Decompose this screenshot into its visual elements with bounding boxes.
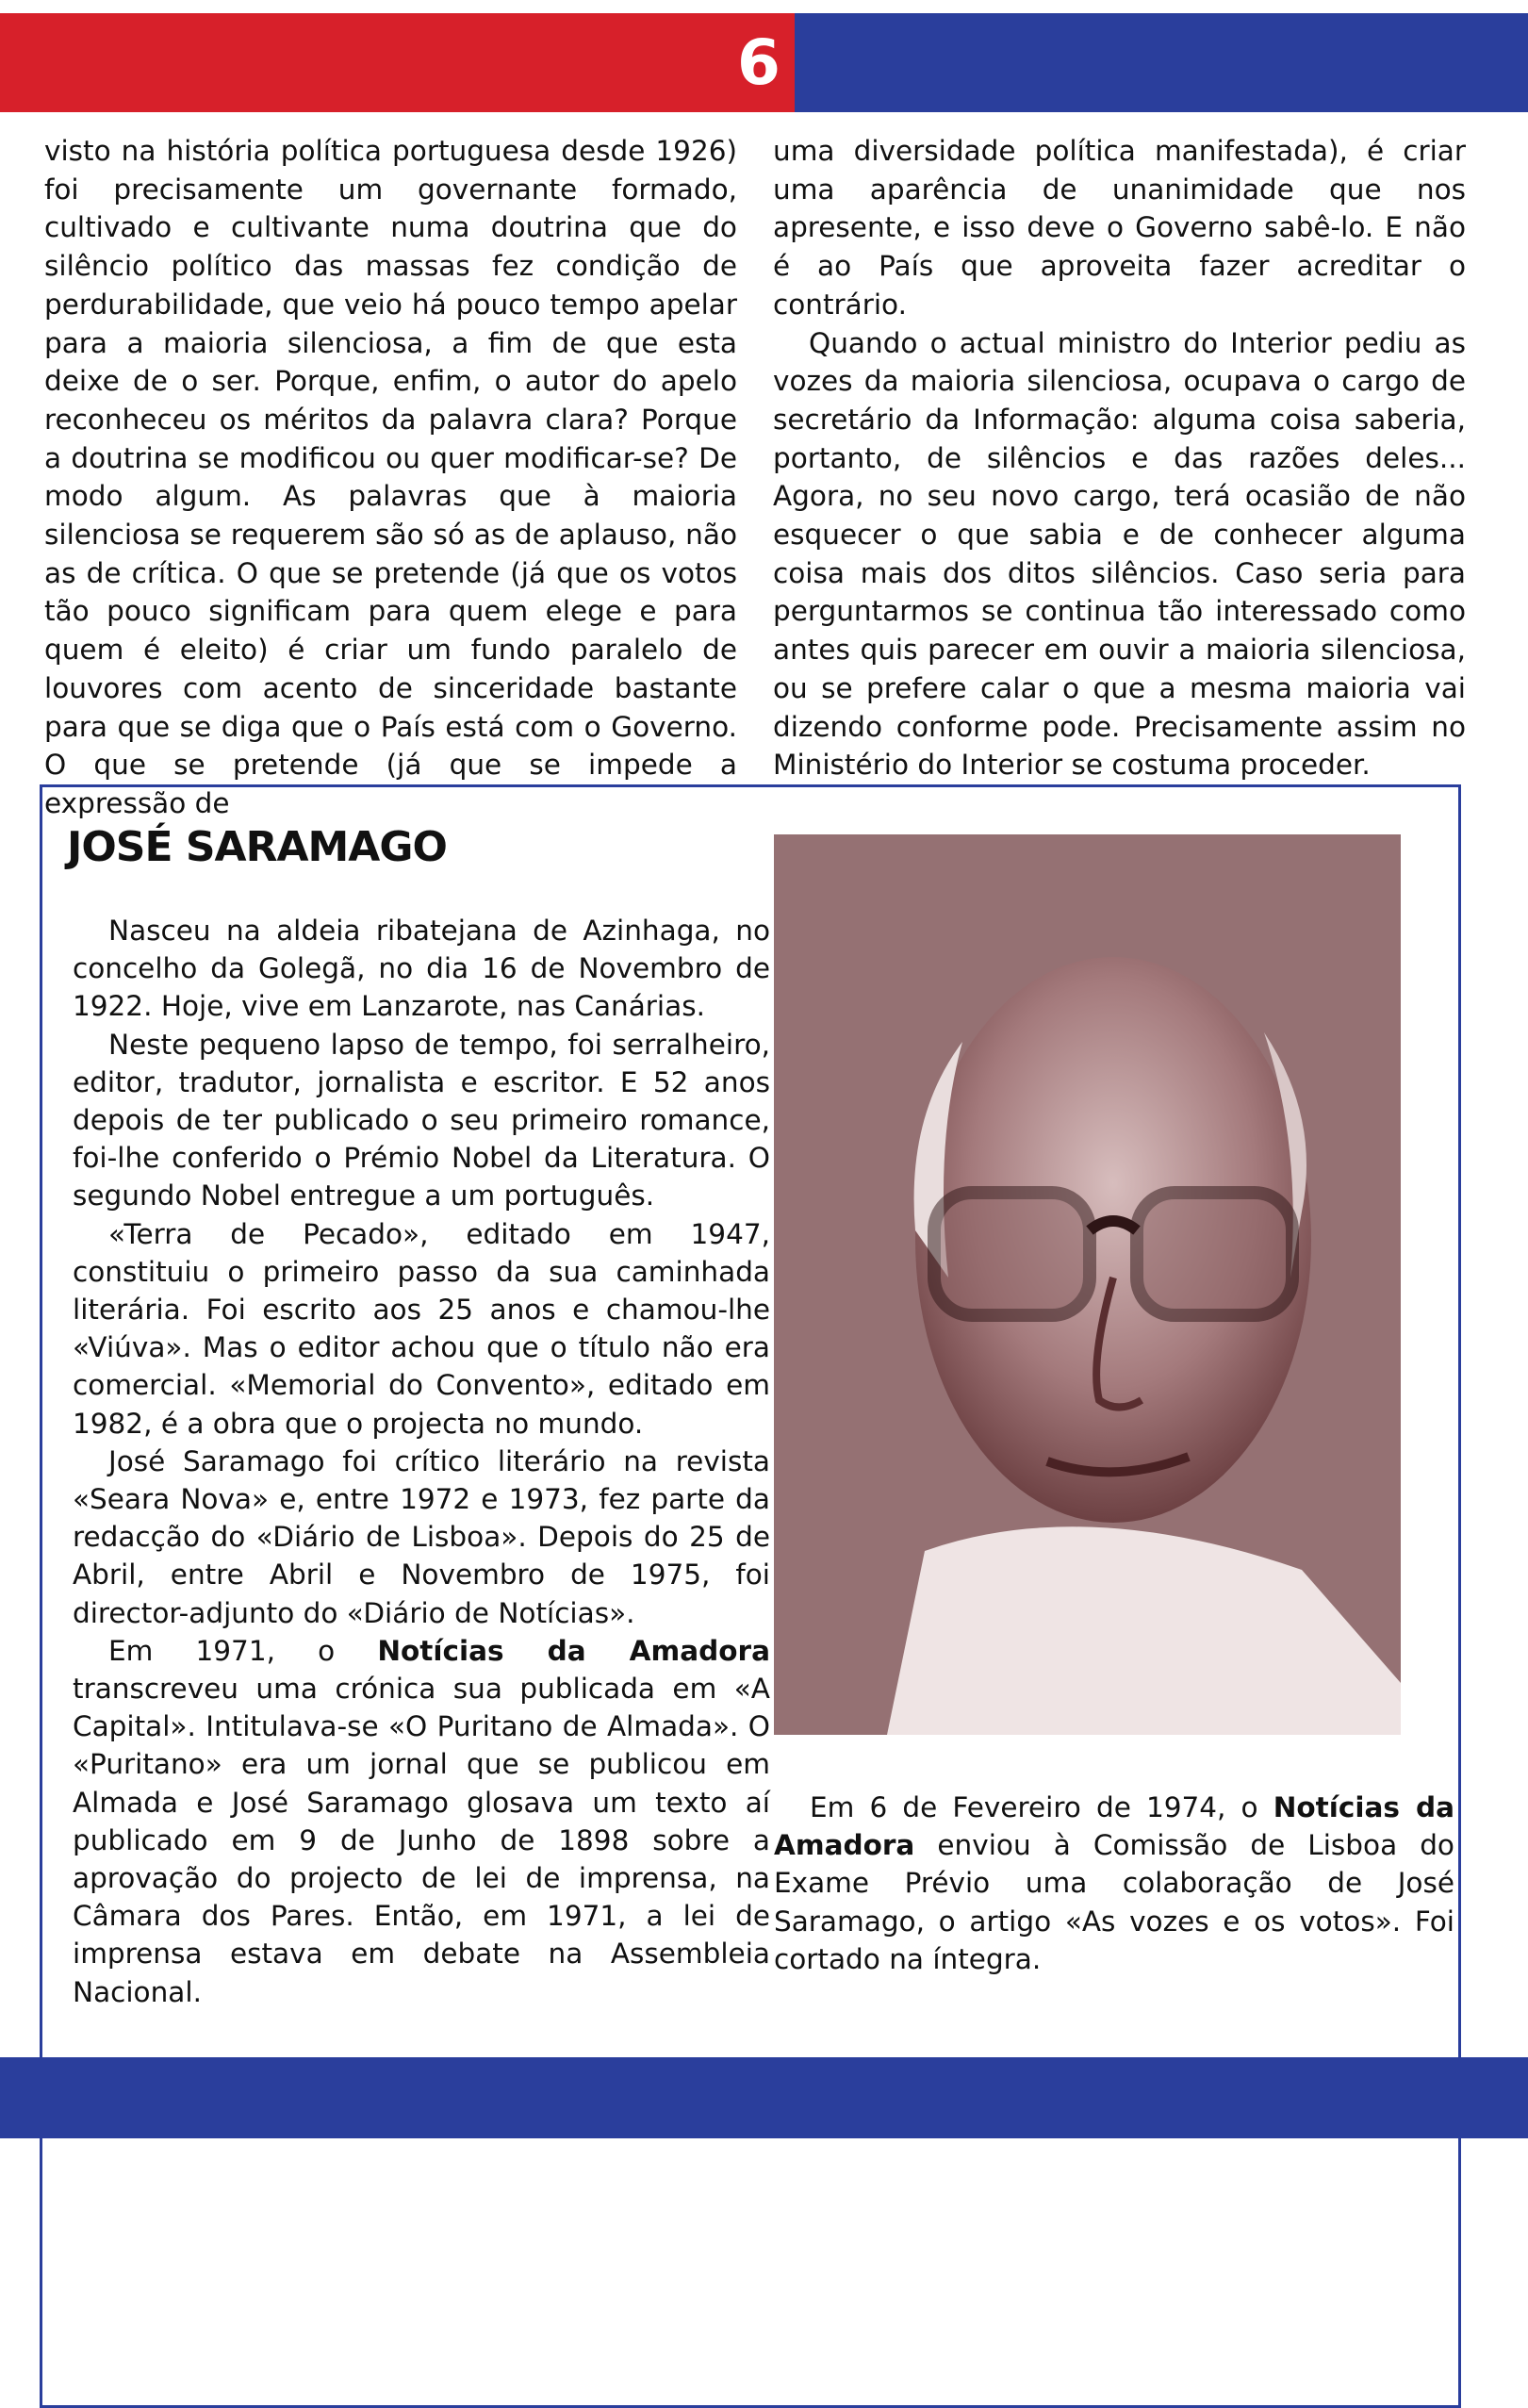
- text-run: Em 1971, o: [108, 1634, 378, 1667]
- header-blue-band: [795, 13, 1528, 112]
- photo-caption: [774, 1789, 1454, 1978]
- biography-paragraph: José Saramago foi crítico literário na revista «Seara Nova» e, entre 1972 e 1973, fez parte da redacção do «Diário de Lisboa». Depois do 25 de Abril, entre Abril e Novembro de 1975, foi director-adjunto do «Diário de Notícias».: [73, 1444, 770, 1629]
- newspaper-name: Notícias da Amadora: [377, 1634, 770, 1667]
- header-red-band: [0, 13, 795, 112]
- article-right-column: [773, 132, 1466, 784]
- biography-box: [40, 784, 1461, 2408]
- text-run: Em 6 de Fevereiro de 1974, o: [810, 1791, 1273, 1823]
- article-left-column: [44, 132, 737, 823]
- biography-paragraph: Nasceu na aldeia ribatejana de Azinhaga, no concelho da Golegã, no dia 16 de Novembro de 1922. Hoje, vive em Lanzarote, nas Canárias.: [73, 915, 770, 1023]
- biography-paragraph: Neste pequeno lapso de tempo, foi serralheiro, editor, tradutor, jornalista e escritor. E 52 anos depois de ter publicado o seu primeiro romance, foi-lhe conferido o Prémio Nobel da Literatura. O segundo Nobel entregue a um português.: [73, 1028, 770, 1212]
- biography-title: JOSÉ SARAMAGO: [67, 823, 447, 871]
- newspaper-name: Notícias da Amadora: [774, 1791, 1454, 1862]
- portrait-photo: [774, 834, 1401, 1735]
- caption-paragraph: [774, 1789, 1454, 1978]
- portrait-illustration: [774, 834, 1401, 1735]
- page-number: 6: [737, 26, 780, 99]
- text-run: transcreveu uma crónica sua publicada em «A Capital». Intitulava-se «O Puritano de Almada». O «Puritano» era um jornal que se publicou em Almada e José Saramago glosava um texto aí publicado em 9 de Junho de 1898 sobre a aprovação do projecto de lei de imprensa, na Câmara dos Pares. Então, em 1971, a lei de imprensa estava em debate na Assembleia Nacional.: [73, 1673, 770, 2008]
- biography-paragraph: «Terra de Pecado», editado em 1947, constituiu o primeiro passo da sua caminhada literária. Foi escrito aos 25 anos e chamou-lhe «Viúva». Mas o editor achou que o título não era comercial. «Memorial do Convento», editado em 1982, é a obra que o projecta no mundo.: [73, 1217, 770, 1440]
- article-paragraph: Quando o actual ministro do Interior pediu as vozes da maioria silenciosa, ocupava o cargo de secretário da Informação: alguma coisa saberia, portanto, de silêncios e das razões deles... Agora, no seu novo cargo, terá ocasião de não esquecer o que sabia e de conhecer alguma coisa mais dos ditos silêncios. Caso seria para perguntarmos se continua tão interessado como antes quis parecer em ouvir a maioria silenciosa, ou se prefere calar o que a mesma maioria vai dizendo conforme pode. Precisamente assim no Ministério do Interior se costuma proceder.: [773, 326, 1466, 782]
- text-run: enviou à Comissão de Lisboa do Exame Prévio uma colaboração de José Saramago, o artigo «As vozes e os votos». Foi cortado na íntegra.: [774, 1829, 1454, 1975]
- article-paragraph: uma diversidade política manifestada), é criar uma aparência de unanimidade que nos apresente, e isso deve o Governo sabê-lo. E não é ao País que aproveita fazer acreditar o contrário.: [773, 135, 1466, 321]
- biography-paragraph: [73, 1632, 770, 2011]
- article-paragraph: visto na história política portuguesa desde 1926) foi precisamente um governante formado, cultivado e cultivante numa doutrina que do silêncio político das massas fez condição de perdurabilidade, que veio há pouco tempo apelar para a maioria silenciosa, a fim de que esta deixe de o ser. Porque, enfim, o autor do apelo reconheceu os méritos da palavra clara? Porque a doutrina se modificou ou quer modificar-se? De modo algum. As palavras que à maioria silenciosa se requerem são só as de aplauso, não as de crítica. O que se pretende (já que os votos tão pouco significam para quem elege e para quem é eleito) é criar um fundo paralelo de louvores com acento de sinceridade bastante para que se diga que o País está com o Governo. O que se pretende (já que se impede a expressão de: [44, 135, 737, 819]
- biography-text: [73, 912, 770, 2011]
- footer-blue-band: [0, 2057, 1528, 2138]
